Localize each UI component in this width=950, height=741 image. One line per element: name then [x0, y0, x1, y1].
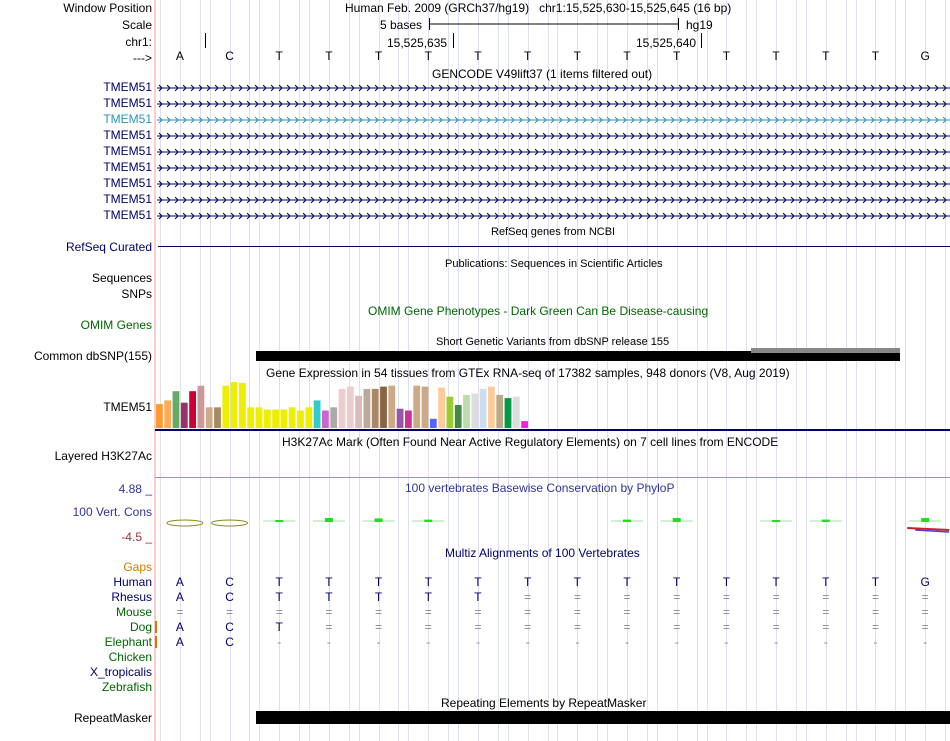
- dbsnp-track-label[interactable]: Common dbSNP(155): [33, 349, 152, 363]
- gencode-gene-label[interactable]: TMEM51: [103, 176, 152, 190]
- multiz-base: =: [474, 620, 482, 634]
- gtex-tissue-bar[interactable]: [405, 411, 412, 429]
- reference-base: C: [225, 49, 234, 63]
- multiz-base: T: [474, 575, 482, 589]
- gtex-tissue-bar[interactable]: [181, 403, 188, 428]
- multiz-base: =: [623, 620, 631, 634]
- multiz-base: -: [774, 635, 779, 649]
- gtex-track-label[interactable]: TMEM51: [103, 400, 152, 414]
- multiz-species-label[interactable]: Rhesus: [111, 590, 152, 604]
- multiz-base: T: [275, 575, 283, 589]
- multiz-base: =: [524, 620, 532, 634]
- multiz-base: =: [772, 605, 780, 619]
- gtex-tissue-bar[interactable]: [447, 397, 454, 428]
- conservation-score: [673, 518, 681, 522]
- multiz-base: -: [326, 635, 331, 649]
- multiz-base: T: [474, 590, 482, 604]
- gencode-gene-model[interactable]: [155, 99, 950, 109]
- gtex-tissue-bar[interactable]: [364, 389, 371, 428]
- multiz-base: A: [175, 620, 184, 634]
- multiz-base: =: [375, 620, 383, 634]
- gtex-tissue-bar[interactable]: [214, 407, 221, 428]
- refseq-track-label[interactable]: RefSeq Curated: [65, 240, 152, 254]
- gencode-gene-label[interactable]: TMEM51: [103, 96, 152, 110]
- multiz-base: T: [871, 575, 880, 589]
- multiz-base: =: [921, 620, 929, 634]
- gtex-tissue-bar[interactable]: [430, 419, 437, 428]
- alignment-gap-marker: [155, 636, 157, 648]
- multiz-base: -: [575, 635, 580, 649]
- conservation-score: [424, 520, 432, 522]
- multiz-base: =: [573, 620, 581, 634]
- gencode-track-title: GENCODE V49lift37 (1 items filtered out): [432, 67, 653, 81]
- dbsnp-track-title: Short Genetic Variants from dbSNP release 155: [436, 336, 670, 348]
- multiz-species-label[interactable]: Human: [113, 575, 152, 589]
- multiz-base: =: [822, 605, 830, 619]
- gencode-gene-label[interactable]: TMEM51: [103, 208, 152, 222]
- gtex-tissue-bar[interactable]: [339, 389, 346, 428]
- position-label-1: 15,525,635: [387, 36, 448, 50]
- gencode-gene-model[interactable]: [155, 163, 950, 173]
- multiz-base: =: [524, 590, 532, 604]
- gtex-tissue-bar[interactable]: [455, 405, 462, 428]
- multiz-base: C: [225, 635, 234, 649]
- multiz-base: =: [921, 605, 929, 619]
- multiz-base: =: [722, 590, 730, 604]
- reference-base: T: [474, 49, 482, 63]
- alignment-gap-marker: [155, 621, 157, 633]
- window-position-label: Window Position: [63, 1, 152, 15]
- multiz-base: T: [573, 575, 582, 589]
- dbsnp-feature-bar-gray[interactable]: [751, 348, 900, 353]
- conservation-score: [907, 528, 949, 530]
- gencode-gene-label[interactable]: TMEM51: [103, 192, 152, 206]
- gencode-gene-label[interactable]: TMEM51: [103, 80, 152, 94]
- gtex-tissue-bar[interactable]: [388, 386, 395, 428]
- multiz-base: =: [573, 590, 581, 604]
- multiz-base: =: [772, 620, 780, 634]
- gtex-tissue-bar[interactable]: [422, 387, 429, 428]
- multiz-species-label[interactable]: X_tropicalis: [89, 665, 152, 679]
- gtex-track-title: Gene Expression in 54 tissues from GTEx RNA-seq of 17382 samples, 948 donors (V8, Aug 2019): [266, 366, 790, 380]
- multiz-base: -: [625, 635, 630, 649]
- multiz-base: =: [325, 605, 333, 619]
- reference-base: T: [523, 49, 532, 63]
- reference-base: T: [772, 49, 780, 63]
- gencode-gene-model[interactable]: [155, 115, 950, 125]
- gencode-gene-model[interactable]: [155, 211, 950, 221]
- conservation-score: [275, 520, 283, 522]
- reference-base: T: [673, 49, 681, 63]
- chrom-label: chr1:: [125, 35, 152, 49]
- multiz-base: G: [920, 575, 930, 589]
- multiz-base: =: [722, 605, 730, 619]
- conservation-score: [212, 520, 248, 526]
- multiz-base: =: [772, 590, 780, 604]
- publications-label-snps[interactable]: SNPs: [121, 287, 152, 301]
- h3k27ac-track-label[interactable]: Layered H3K27Ac: [54, 449, 152, 463]
- multiz-base: -: [525, 635, 530, 649]
- gtex-tissue-bar[interactable]: [355, 396, 362, 428]
- multiz-base: -: [277, 635, 282, 649]
- reference-base: T: [374, 49, 383, 63]
- multiz-base: =: [325, 620, 333, 634]
- gtex-tissue-bar[interactable]: [281, 410, 288, 428]
- multiz-base: C: [225, 590, 234, 604]
- multiz-base: C: [225, 620, 234, 634]
- conservation-score: [375, 518, 383, 522]
- gtex-tissue-bar[interactable]: [463, 395, 470, 428]
- multiz-base: =: [871, 605, 879, 619]
- h3k27ac-track-title: H3K27Ac Mark (Often Found Near Active Regulatory Elements) on 7 cell lines from ENCODE: [282, 435, 779, 449]
- gtex-tissue-bar[interactable]: [289, 407, 296, 428]
- multiz-base: =: [474, 605, 482, 619]
- multiz-base: T: [673, 575, 681, 589]
- gtex-tissue-bar[interactable]: [505, 398, 512, 428]
- gencode-gene-model[interactable]: [155, 147, 950, 157]
- multiz-base: T: [374, 575, 383, 589]
- multiz-base: -: [823, 635, 828, 649]
- multiz-track-title: Multiz Alignments of 100 Vertebrates: [445, 546, 640, 560]
- multiz-base: T: [325, 590, 333, 604]
- multiz-base: =: [921, 590, 929, 604]
- multiz-base: T: [275, 590, 283, 604]
- multiz-species-label[interactable]: Chicken: [108, 650, 152, 664]
- reference-base: T: [822, 49, 830, 63]
- scale-text: 5 bases: [380, 18, 423, 32]
- gtex-gene-line: [155, 429, 950, 431]
- reference-base: T: [623, 49, 631, 63]
- gtex-tissue-bar[interactable]: [264, 410, 271, 428]
- conservation-ymax: 4.88 _: [118, 482, 152, 496]
- gtex-tissue-bar[interactable]: [322, 411, 329, 429]
- repeatmasker-track-title: Repeating Elements by RepeatMasker: [441, 696, 647, 710]
- conservation-score: [822, 520, 830, 522]
- gtex-tissue-bar[interactable]: [247, 407, 254, 428]
- multiz-species-label[interactable]: Elephant: [104, 635, 152, 649]
- multiz-base: T: [374, 590, 383, 604]
- gtex-tissue-bar[interactable]: [156, 404, 163, 428]
- gtex-tissue-bar[interactable]: [471, 394, 478, 429]
- gtex-tissue-bar[interactable]: [198, 386, 205, 428]
- reference-base: T: [275, 49, 283, 63]
- multiz-base: -: [475, 635, 480, 649]
- conservation-track-label[interactable]: 100 Vert. Cons: [72, 505, 152, 519]
- repeatmasker-track-label[interactable]: RepeatMasker: [73, 711, 152, 725]
- gtex-tissue-bar[interactable]: [413, 386, 420, 428]
- gtex-tissue-bar[interactable]: [314, 400, 321, 428]
- conservation-track-title: 100 vertebrates Basewise Conservation by PhyloP: [405, 481, 675, 495]
- multiz-base: =: [524, 605, 532, 619]
- conservation-score: [772, 520, 780, 522]
- multiz-base: T: [623, 575, 631, 589]
- multiz-base: =: [573, 605, 581, 619]
- conservation-score: [325, 518, 333, 522]
- multiz-species-label[interactable]: Zebrafish: [101, 680, 152, 694]
- multiz-base: -: [674, 635, 679, 649]
- db-text: hg19: [686, 18, 713, 32]
- omim-track-label[interactable]: OMIM Genes: [80, 318, 152, 332]
- gtex-tissue-bar[interactable]: [347, 387, 354, 428]
- multiz-species-label[interactable]: Dog: [129, 620, 152, 634]
- multiz-base: A: [175, 635, 184, 649]
- gtex-tissue-bar[interactable]: [256, 407, 263, 428]
- gtex-tissue-bar[interactable]: [397, 409, 404, 428]
- multiz-base: A: [175, 590, 184, 604]
- multiz-base: =: [375, 605, 383, 619]
- multiz-species-label[interactable]: Gaps: [123, 560, 152, 574]
- multiz-base: =: [673, 605, 681, 619]
- gtex-tissue-bar[interactable]: [239, 383, 246, 428]
- multiz-base: -: [724, 635, 729, 649]
- multiz-base: T: [424, 575, 432, 589]
- reference-base: T: [722, 49, 731, 63]
- gtex-tissue-bar[interactable]: [206, 407, 213, 428]
- gtex-tissue-bar[interactable]: [222, 386, 229, 428]
- multiz-base: =: [722, 620, 730, 634]
- publications-track-title: Publications: Sequences in Scientific Articles: [445, 258, 663, 270]
- multiz-base: =: [822, 620, 830, 634]
- gencode-gene-label[interactable]: TMEM51: [103, 160, 152, 174]
- gtex-tissue-bar[interactable]: [173, 391, 180, 428]
- gtex-tissue-bar[interactable]: [496, 395, 503, 428]
- repeatmasker-feature-bar[interactable]: [256, 711, 950, 724]
- reference-base: T: [871, 49, 880, 63]
- reference-base: A: [175, 49, 184, 63]
- gtex-tissue-bar[interactable]: [480, 389, 487, 428]
- gtex-tissue-bar[interactable]: [438, 388, 445, 429]
- gtex-tissue-bar[interactable]: [521, 421, 528, 428]
- multiz-base: =: [673, 620, 681, 634]
- reference-base: G: [920, 49, 930, 63]
- multiz-base: =: [623, 590, 631, 604]
- multiz-species-label[interactable]: Mouse: [115, 605, 152, 619]
- multiz-base: =: [822, 590, 830, 604]
- multiz-base: T: [722, 575, 731, 589]
- gencode-gene-model[interactable]: [155, 131, 950, 141]
- assembly-position-text: Human Feb. 2009 (GRCh37/hg19) chr1:15,525,630-15,525,645 (16 bp): [345, 1, 732, 15]
- multiz-base: =: [871, 620, 879, 634]
- multiz-base: =: [623, 605, 631, 619]
- multiz-base: =: [176, 605, 184, 619]
- multiz-base: -: [426, 635, 431, 649]
- conservation-score: [167, 520, 203, 526]
- multiz-base: -: [376, 635, 381, 649]
- gencode-gene-model[interactable]: [155, 195, 950, 205]
- gencode-gene-label[interactable]: TMEM51: [103, 112, 152, 126]
- multiz-base: A: [175, 575, 184, 589]
- gtex-tissue-bar[interactable]: [305, 407, 312, 428]
- multiz-base: =: [673, 590, 681, 604]
- gencode-gene-label[interactable]: TMEM51: [103, 144, 152, 158]
- multiz-base: T: [275, 620, 283, 634]
- multiz-base: -: [873, 635, 878, 649]
- multiz-base: -: [923, 635, 928, 649]
- position-label-2: 15,525,640: [636, 36, 697, 50]
- gtex-tissue-bar[interactable]: [164, 400, 171, 428]
- reference-base: T: [424, 49, 432, 63]
- gtex-tissue-bar[interactable]: [513, 397, 520, 428]
- scale-label: Scale: [121, 18, 152, 32]
- gencode-gene-model[interactable]: [155, 83, 950, 93]
- gtex-tissue-bar[interactable]: [488, 387, 495, 428]
- multiz-base: =: [275, 605, 283, 619]
- multiz-base: T: [772, 575, 780, 589]
- publications-label-sequences[interactable]: Sequences: [91, 271, 152, 285]
- gtex-tissue-bar[interactable]: [231, 382, 238, 428]
- gtex-tissue-bar[interactable]: [330, 407, 337, 428]
- multiz-base: T: [822, 575, 830, 589]
- gtex-tissue-bar[interactable]: [189, 391, 196, 428]
- h3k27ac-baseline: [155, 477, 950, 478]
- gtex-tissue-bar[interactable]: [372, 389, 379, 428]
- refseq-track-title: RefSeq genes from NCBI: [491, 226, 616, 238]
- omim-track-title: OMIM Gene Phenotypes - Dark Green Can Be Disease-causing: [368, 304, 709, 318]
- gtex-tissue-bar[interactable]: [272, 410, 279, 428]
- arrow-label: --->: [133, 51, 152, 65]
- multiz-base: T: [325, 575, 333, 589]
- conservation-score: [623, 520, 631, 522]
- gencode-gene-model[interactable]: [155, 179, 950, 189]
- gtex-tissue-bar[interactable]: [297, 411, 304, 429]
- reference-base: T: [573, 49, 582, 63]
- multiz-base: =: [424, 605, 432, 619]
- multiz-base: =: [871, 590, 879, 604]
- gtex-tissue-bar[interactable]: [380, 387, 387, 428]
- multiz-base: T: [523, 575, 532, 589]
- conservation-plot[interactable]: [155, 500, 950, 540]
- multiz-base: =: [226, 605, 234, 619]
- multiz-base: C: [225, 575, 234, 589]
- conservation-score: [921, 518, 929, 522]
- multiz-base: =: [424, 620, 432, 634]
- reference-base: T: [325, 49, 333, 63]
- multiz-base: T: [424, 590, 432, 604]
- conservation-ymin: -4.5 _: [121, 530, 152, 544]
- gencode-gene-label[interactable]: TMEM51: [103, 128, 152, 142]
